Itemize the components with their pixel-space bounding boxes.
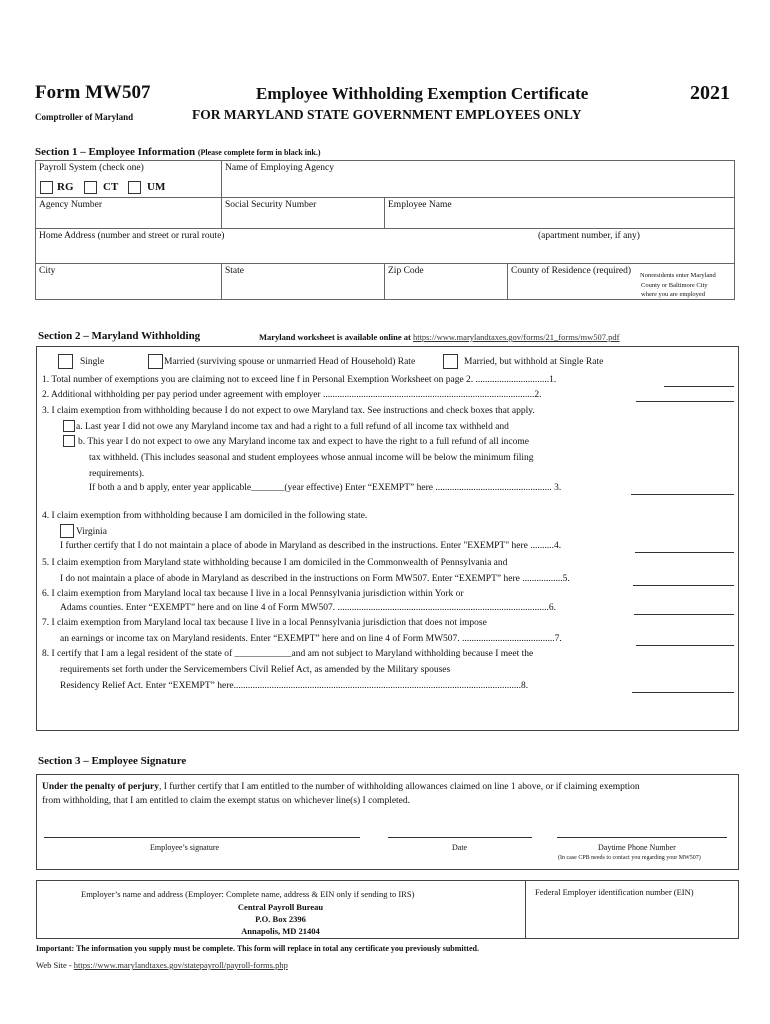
phone-label: Daytime Phone Number xyxy=(598,843,676,852)
payroll-um-checkbox[interactable] xyxy=(128,181,141,194)
form-year: 2021 xyxy=(690,82,730,104)
line6-text-1: 6. I claim exemption from Maryland local tax because I live in a local Pennsylvania jurisdiction within York or xyxy=(42,589,464,599)
county-note-3: where you are employed xyxy=(641,291,706,298)
line3b-text-2: tax withheld. (This includes seasonal and student employees whose annual income will be below the minimum filing xyxy=(89,453,534,463)
employee-name-field[interactable] xyxy=(384,197,735,229)
line5-text-1: 5. I claim exemption from Maryland state withholding because I am domiciled in the Commonwealth of Pennsylvania and xyxy=(42,558,508,568)
penalty-text: , I further certify that I am entitled to the number of withholding allowances claimed on line 1 above, or if claiming exemption xyxy=(158,782,640,792)
phone-note: (In case CPB needs to contact you regarding your MW507) xyxy=(558,855,701,861)
employing-agency-field[interactable] xyxy=(221,160,735,198)
line7-input[interactable] xyxy=(636,645,734,646)
form-title: Employee Withholding Exemption Certificate xyxy=(256,84,589,103)
website-link[interactable]: https://www.marylandtaxes.gov/statepayroll/payroll-forms.php xyxy=(73,960,288,970)
employer-po-box: P.O. Box 2396 xyxy=(255,914,306,924)
employer-label: Employer’s name and address (Employer: Complete name, address & EIN only if sending to IRS) xyxy=(81,889,415,899)
married-head-checkbox[interactable] xyxy=(148,354,163,369)
zip-field[interactable] xyxy=(384,263,508,300)
employing-agency-label: Name of Employing Agency xyxy=(225,163,334,173)
line1-input[interactable] xyxy=(664,386,734,387)
state-label: State xyxy=(225,266,244,276)
website-label: Web Site - xyxy=(36,960,72,970)
single-checkbox[interactable] xyxy=(58,354,73,369)
payroll-system-label: Payroll System (check one) xyxy=(39,163,144,173)
ein-label: Federal Employer identification number (EIN) xyxy=(535,887,694,897)
agency-number-label: Agency Number xyxy=(39,200,103,210)
county-label: County of Residence (required) xyxy=(511,266,632,276)
section1-note: (Please complete form in black ink.) xyxy=(197,148,321,157)
employer-name: Central Payroll Bureau xyxy=(237,902,324,912)
line3b-text-1: b. This year I do not expect to owe any Maryland income tax and expect to have the right to a full refund of all income xyxy=(78,437,529,447)
worksheet-text: Maryland worksheet is available online at xyxy=(259,332,411,342)
penalty-text-2: from withholding, that I am entitled to claim the exempt status on whichever line(s) I completed. xyxy=(42,796,411,806)
employee-name-label: Employee Name xyxy=(388,200,452,210)
employer-address xyxy=(36,901,525,937)
line3c-text: If both a and b apply, enter year applicable_______(year effective) Enter “EXEMPT” here ................................................. 3. xyxy=(89,483,562,493)
ssn-label: Social Security Number xyxy=(225,200,317,210)
line8-text-3: Residency Relief Act. Enter “EXEMPT” here.........................................................................................................................8. xyxy=(60,681,529,691)
married-single-label: Married, but withhold at Single Rate xyxy=(464,357,604,367)
state-field[interactable] xyxy=(221,263,385,300)
virginia-checkbox[interactable] xyxy=(60,524,74,538)
payroll-rg-label: RG xyxy=(57,181,74,193)
employer-divider xyxy=(525,880,526,939)
signature-line[interactable] xyxy=(44,837,360,838)
home-address-field[interactable] xyxy=(35,228,735,264)
county-note-1: Nonresidents enter Maryland xyxy=(640,272,716,279)
line8-input[interactable] xyxy=(632,692,734,693)
virginia-label: Virginia xyxy=(76,527,107,537)
section2-heading: Section 2 – Maryland Withholding xyxy=(38,330,201,342)
single-label: Single xyxy=(80,357,105,367)
section1-heading xyxy=(35,146,321,158)
line7-text-1: 7. I claim exemption from Maryland local tax because I live in a local Pennsylvania jurisdiction that does not impose xyxy=(42,618,487,628)
apartment-label: (apartment number, if any) xyxy=(538,231,640,241)
line7-text-2: an earnings or income tax on Maryland residents. Enter “EXEMPT” here and on line 4 of Form MW507. .......................................7. xyxy=(60,634,562,644)
line3b-checkbox[interactable] xyxy=(63,435,75,447)
website-row xyxy=(36,960,288,970)
section1-title: Section 1 – Employee Information xyxy=(35,146,196,158)
line4-certify-text: I further certify that I do not maintain a place of abode in Maryland as described in the instructions. Enter "EXEMPT" here ..........4. xyxy=(60,541,562,551)
line2-text: 2. Additional withholding per pay period under agreement with employer .........................................................................................2. xyxy=(42,390,542,400)
line3-input[interactable] xyxy=(631,494,734,495)
payroll-um-label: UM xyxy=(147,181,166,193)
married-single-checkbox[interactable] xyxy=(443,354,458,369)
zip-label: Zip Code xyxy=(388,266,424,276)
worksheet-note xyxy=(259,332,619,342)
line5-text-2: I do not maintain a place of abode in Maryland as described in the instructions on Form MW507. Enter “EXEMPT” here .................5. xyxy=(60,574,570,584)
line3a-checkbox[interactable] xyxy=(63,420,75,432)
important-note: Important: The information you supply must be complete. This form will replace in total any certificate you previously submitted. xyxy=(36,944,479,953)
line2-input[interactable] xyxy=(636,401,734,402)
worksheet-link[interactable]: https://www.marylandtaxes.gov/forms/21_forms/mw507.pdf xyxy=(412,332,620,342)
city-field[interactable] xyxy=(35,263,222,300)
line5-input[interactable] xyxy=(633,585,734,586)
married-head-label: Married (surviving spouse or unmarried Head of Household) Rate xyxy=(164,357,416,367)
line3-text: 3. I claim exemption from withholding because I do not expect to owe Maryland tax. See instructions and check boxes that apply. xyxy=(42,406,535,416)
line6-input[interactable] xyxy=(634,614,734,615)
line8-text-2: requirements set forth under the Servicemembers Civil Relief Act, as amended by the Military spouses xyxy=(60,665,451,675)
penalty-text-1 xyxy=(42,782,640,792)
payroll-ct-label: CT xyxy=(103,181,119,193)
comptroller-label: Comptroller of Maryland xyxy=(35,112,134,122)
date-line[interactable] xyxy=(388,837,532,838)
line4-input[interactable] xyxy=(635,552,734,553)
line1-text: 1. Total number of exemptions you are claiming not to exceed line f in Personal Exemption Worksheet on page 2. ...............................1. xyxy=(42,375,557,385)
phone-line[interactable] xyxy=(557,837,727,838)
payroll-rg-checkbox[interactable] xyxy=(40,181,53,194)
county-note-2: County or Baltimore City xyxy=(641,282,708,289)
line3b-text-3: requirements). xyxy=(89,469,145,479)
signature-label: Employee’s signature xyxy=(150,843,220,852)
penalty-bold: Under the penalty of perjury xyxy=(42,782,159,792)
line4-text: 4. I claim exemption from withholding because I am domiciled in the following state. xyxy=(42,511,368,521)
form-name: Form MW507 xyxy=(35,82,151,103)
line3a-text: a. Last year I did not owe any Maryland income tax and had a right to a full refund of all income tax withheld and xyxy=(76,422,509,432)
city-label: City xyxy=(39,266,56,276)
payroll-ct-checkbox[interactable] xyxy=(84,181,97,194)
line6-text-2: Adams counties. Enter “EXEMPT” here and on line 4 of Form MW507. .........................................................................................6. xyxy=(60,603,557,613)
employer-city: Annapolis, MD 21404 xyxy=(241,926,320,936)
line8-text-1: 8. I certify that I am a legal resident of the state of ____________and am not subject to Maryland withholding because I meet the xyxy=(42,649,534,659)
home-address-label: Home Address (number and street or rural route) xyxy=(39,231,225,241)
section3-heading: Section 3 – Employee Signature xyxy=(38,755,187,767)
agency-number-field[interactable] xyxy=(35,197,222,229)
ssn-field[interactable] xyxy=(221,197,385,229)
form-subtitle: FOR MARYLAND STATE GOVERNMENT EMPLOYEES ONLY xyxy=(192,107,582,122)
date-label: Date xyxy=(452,843,468,852)
